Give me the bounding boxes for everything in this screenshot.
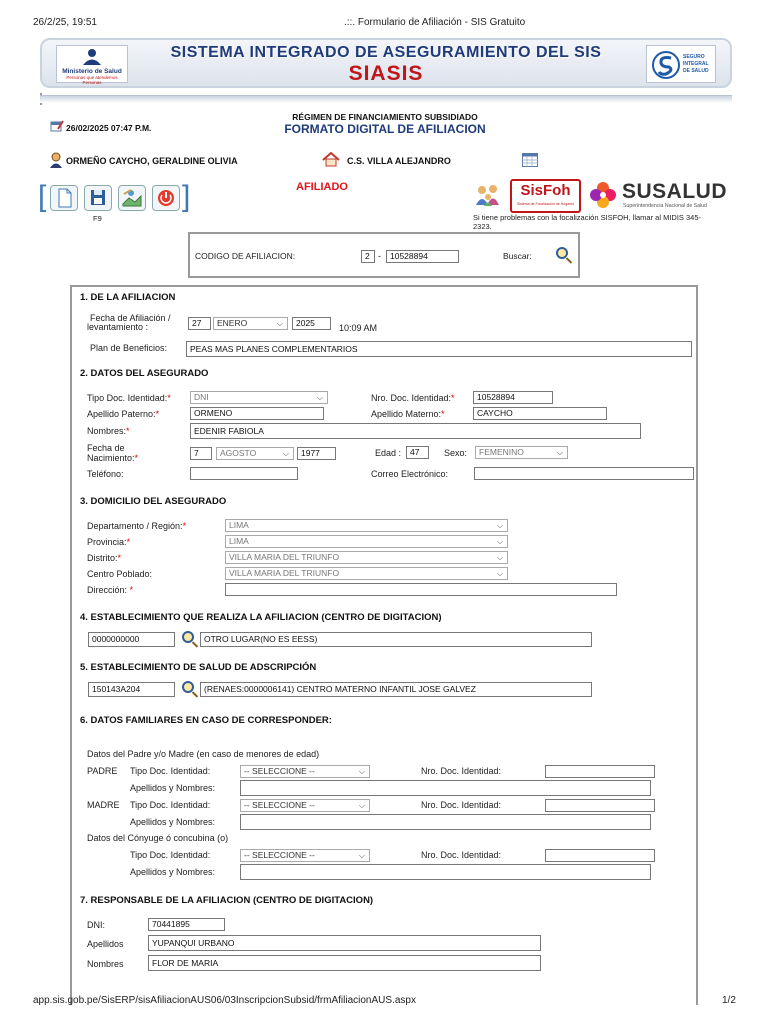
resp-apellidos-label: Apellidos [87,939,124,949]
correo-input[interactable] [474,467,694,480]
ap-materno-input[interactable]: CAYCHO [473,407,607,420]
codigo-label: CODIGO DE AFILIACION: [195,251,296,261]
afiliado-status: AFILIADO [296,181,348,193]
calendar-icon[interactable] [522,153,538,167]
exit-button[interactable] [152,185,180,211]
prov-label-text: Provincia: [87,537,127,547]
madre-nro-doc-input[interactable] [545,799,655,812]
header-datetime: 26/02/2025 07:47 P.M. [66,123,152,133]
eess-adscripcion-code[interactable]: 150143A204 [88,682,175,697]
telefono-label: Teléfono: [87,469,124,479]
padre-apellidos-label: Apellidos y Nombres: [130,783,216,793]
direccion-input[interactable] [225,583,617,596]
susalud-tagline: Superintendencia Nacional de Salud [623,203,707,209]
search-icon[interactable] [182,681,194,693]
susalud-logo: SUSALUD [622,180,728,203]
health-center: C.S. VILLA ALEJANDRO [347,156,451,166]
fnac-month-value: AGOSTO [220,448,257,458]
dist-select[interactable] [225,551,508,564]
sexo-label: Sexo: [444,448,468,458]
fecha-afiliacion-day[interactable]: 27 [188,317,211,330]
chevron-down-icon: ⌵ [358,767,365,776]
power-icon [153,186,179,210]
padre-tipo-doc-label: Tipo Doc. Identidad: [130,766,211,776]
save-icon [85,186,111,210]
nombres-label-text: Nombres: [87,426,127,436]
chevron-down-icon: ⌵ [496,537,503,546]
fecha-afiliacion-month[interactable] [213,317,288,330]
resp-apellidos-input[interactable]: YUPANQUI URBANO [148,935,541,951]
codigo-prefix-input[interactable]: 2 [361,250,375,263]
tipo-doc-label-text: Tipo Doc. Identidad: [87,393,168,403]
section-7-title: 7. RESPONSABLE DE LA AFILIACION (CENTRO DE DIGITACION) [80,895,374,906]
fnac-label-2: Nacimiento:* [87,453,139,463]
dist-value: VILLA MARIA DEL TRIUNFO [229,552,340,562]
chevron-down-icon: ⌵ [496,569,503,578]
sisfoh-note: Si tiene problemas con la focalización SISFOH, llamar al MIDIS 345-2323. [473,213,702,231]
padre-tipo-doc-select[interactable] [240,765,370,778]
section-3-title: 3. DOMICILIO DEL ASEGURADO [80,496,227,507]
sexo-value: FEMENINO [479,447,524,457]
sisfoh-logo-text: SisFoh [520,182,571,199]
dir-label-text: Dirección: [87,585,128,595]
eess-adscripcion-name[interactable]: (RENAES:0000006141) CENTRO MATERNO INFANTIL JOSE GALVEZ [200,682,592,697]
fecha-afiliacion-year[interactable]: 2025 [292,317,331,330]
conyuge-heading: Datos del Cónyuge ó concubina (o) [87,833,229,843]
banner-siasis: SIASIS [348,62,424,85]
plan-beneficios-input[interactable]: PEAS MAS PLANES COMPLEMENTARIOS [186,341,692,357]
chevron-down-icon: ⌵ [316,393,323,402]
chevron-down-icon: ⌵ [496,553,503,562]
chevron-down-icon: ⌵ [556,448,563,457]
nro-doc-label: Nro. Doc. Identidad:* [371,393,455,403]
sexo-select[interactable] [475,446,568,459]
prov-value: LIMA [229,536,249,546]
padre-apellidos-input[interactable] [240,780,651,796]
sis-emblem-icon [651,50,681,80]
fecha-afiliacion-month-value: ENERO [217,318,248,328]
nombres-label: Nombres:* [87,426,130,436]
user-name: ORMEÑO CAYCHO, GERALDINE OLIVIA [66,156,238,166]
nro-doc-input[interactable]: 10528894 [473,391,553,404]
nombres-input[interactable]: EDENIR FABIOLA [190,423,641,439]
conyuge-nro-doc-label: Nro. Doc. Identidad: [421,850,502,860]
ap-materno-label-text: Apellido Materno: [371,409,442,419]
ap-paterno-input[interactable]: ORMENO [190,407,324,420]
padre-nro-doc-input[interactable] [545,765,655,778]
regimen-label: RÉGIMEN DE FINANCIAMIENTO SUBSIDIADO [292,112,478,122]
dist-label: Distrito:* [87,553,122,563]
calendar-edit-icon [50,119,64,132]
fecha-afiliacion-time: 10:09 AM [339,323,378,333]
fnac-day[interactable]: 7 [190,447,212,460]
ap-paterno-label: Apellido Paterno:* [87,409,160,419]
depto-value: LIMA [229,520,249,530]
banner-title: SISTEMA INTEGRADO DE ASEGURAMIENTO DEL SIS [170,44,602,61]
toolbar-bracket-right: ] [182,180,191,213]
search-icon[interactable] [182,631,194,643]
tipo-doc-value: DNI [194,392,209,402]
banner-underbar [40,95,732,103]
madre-tipo-doc-value: -- SELECCIONE -- [244,800,315,810]
section-1-title: 1. DE LA AFILIACION [80,292,176,303]
fnac-label-1: Fecha de [87,443,125,453]
edad-label: Edad : [375,448,402,458]
ministry-name: Ministerio de Salud [62,68,122,75]
padres-heading: Datos del Padre y/o Madre (en caso de menores de edad) [87,749,320,759]
conyuge-tipo-doc-value: -- SELECCIONE -- [244,850,315,860]
edad-input[interactable]: 47 [406,446,429,459]
search-icon[interactable] [556,247,568,259]
depto-select[interactable] [225,519,508,532]
madre-apellidos-label: Apellidos y Nombres: [130,817,216,827]
dist-label-text: Distrito: [87,553,118,563]
eess-afiliacion-code[interactable]: 0000000000 [88,632,175,647]
conyuge-apellidos-input[interactable] [240,864,651,880]
print-datetime: 26/2/25, 19:51 [33,17,97,28]
map-icon [119,186,145,210]
print-page-number: 1/2 [722,995,736,1006]
print-page-title: .::. Formulario de Afiliación - SIS Gratuito [344,17,526,28]
section-6-title: 6. DATOS FAMILIARES EN CASO DE CORRESPONDER: [80,715,332,726]
section-5-title: 5. ESTABLECIMIENTO DE SALUD DE ADSCRIPCIÓN [80,662,317,673]
fnac-month[interactable] [216,447,294,460]
save-shortcut: F9 [93,214,102,223]
plan-label: Plan de Beneficios: [90,343,168,353]
prov-label: Provincia:* [87,537,131,547]
conyuge-tipo-doc-select[interactable] [240,849,370,862]
madre-label: MADRE [87,800,120,810]
home-icon [322,152,340,167]
sisfoh-logo [510,179,581,213]
telefono-input[interactable] [190,467,298,480]
sis-name: SEGURO INTEGRAL DE SALUD [683,54,709,74]
buscar-label: Buscar: [503,251,532,261]
madre-apellidos-input[interactable] [240,814,651,830]
family-icon [473,183,503,207]
chevron-down-icon: ⌵ [358,801,365,810]
depto-label-text: Departamento / Región: [87,521,183,531]
chevron-down-icon: ⌵ [276,319,283,328]
depto-label: Departamento / Región:* [87,521,187,531]
cp-label: Centro Poblado: [87,569,153,579]
padre-label: PADRE [87,766,118,776]
codigo-dash: - [378,251,381,261]
tipo-doc-select[interactable] [190,391,328,404]
cp-select[interactable] [225,567,508,580]
fnac-label-2-text: Nacimiento: [87,453,135,463]
resp-nombres-label: Nombres [87,959,124,969]
padre-tipo-doc-value: -- SELECCIONE -- [244,766,315,776]
print-url: app.sis.gob.pe/SisERP/sisAfiliacionAUS06/03InscripcionSubsid/frmAfiliacionAUS.aspx [33,995,416,1006]
codigo-number-input[interactable]: 10528894 [386,250,459,263]
sis-logo [646,45,716,83]
fecha-afiliacion-label-2: levantamiento : [87,322,149,332]
new-button[interactable] [50,185,78,211]
section-4-title: 4. ESTABLECIMIENTO QUE REALIZA LA AFILIACION (CENTRO DE DIGITACION) [80,612,442,623]
ap-paterno-label-text: Apellido Paterno: [87,409,156,419]
conyuge-apellidos-label: Apellidos y Nombres: [130,867,216,877]
chevron-down-icon: ⌵ [282,449,289,458]
user-icon [49,152,63,168]
dir-label: Dirección: * [87,585,134,595]
fnac-year[interactable]: 1977 [297,447,336,460]
resp-dni-label: DNI: [87,920,105,930]
madre-tipo-doc-select[interactable] [240,799,370,812]
section-2-title: 2. DATOS DEL ASEGURADO [80,368,209,379]
resp-nombres-input[interactable]: FLOR DE MARIA [148,955,541,971]
siasis-banner [40,38,732,88]
chevron-down-icon: ⌵ [496,521,503,530]
cp-value: VILLA MARIA DEL TRIUNFO [229,568,340,578]
map-button[interactable] [118,185,146,211]
resp-dni-input[interactable]: 70441895 [148,918,225,931]
ministry-tagline: Personas que atendemos Personas [66,75,118,85]
padre-nro-doc-label: Nro. Doc. Identidad: [421,766,502,776]
ap-materno-label: Apellido Materno:* [371,409,445,419]
eess-afiliacion-name[interactable]: OTRO LUGAR(NO ES EESS) [200,632,592,647]
tipo-doc-label: Tipo Doc. Identidad:* [87,393,171,403]
form-title: FORMATO DIGITAL DE AFILIACION [284,122,486,136]
madre-nro-doc-label: Nro. Doc. Identidad: [421,800,502,810]
save-button[interactable] [84,185,112,211]
nro-doc-label-text: Nro. Doc. Identidad: [371,393,452,403]
sisfoh-logo-tagline: Sistema de Focalización de Hogares [516,202,574,206]
correo-label: Correo Electrónico: [371,469,449,479]
prov-select[interactable] [225,535,508,548]
toolbar-bracket-left: [ [38,180,47,213]
conyuge-tipo-doc-label: Tipo Doc. Identidad: [130,850,211,860]
susalud-flower-icon [588,180,618,210]
conyuge-nro-doc-input[interactable] [545,849,655,862]
madre-tipo-doc-label: Tipo Doc. Identidad: [130,800,211,810]
new-document-icon [51,186,77,210]
chevron-down-icon: ⌵ [358,851,365,860]
fecha-afiliacion-label-1: Fecha de Afiliación / [90,313,171,323]
